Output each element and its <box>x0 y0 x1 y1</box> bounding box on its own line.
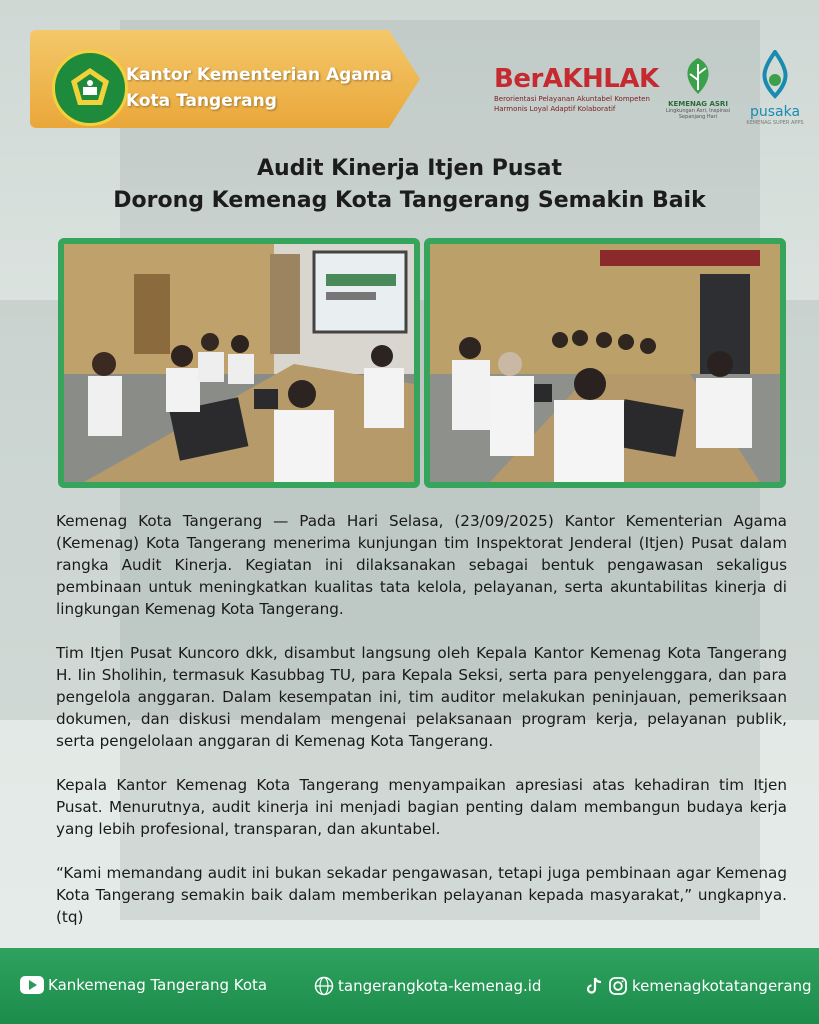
globe-icon <box>314 976 334 996</box>
footer-website[interactable] <box>314 976 541 996</box>
pusaka-drop-icon <box>758 50 792 100</box>
asri-tagline: Lingkungan Asri, Inspirasi Sepanjang Hari <box>665 108 731 120</box>
article-body <box>56 510 787 950</box>
meeting-photo-left-image <box>64 244 414 482</box>
kemenag-emblem-icon <box>67 65 113 111</box>
footer-social[interactable] <box>584 976 812 996</box>
pusaka-label: pusaka <box>749 104 801 120</box>
article-paragraph-4: “Kami memandang audit ini bukan sekadar pengawasan, tetapi juga pembinaan agar Kemenag Kota Tangerang semakin baik dalam memberikan pelayanan kepada masyarakat,” ungkapnya.(tq) <box>56 864 787 926</box>
office-title <box>126 62 392 114</box>
instagram-icon <box>608 976 628 996</box>
pusaka-logo <box>740 50 810 126</box>
office-title-line2: Kota Tangerang <box>126 91 277 111</box>
headline-line1: Audit Kinerja Itjen Pusat <box>257 156 562 181</box>
article-paragraph-3: Kepala Kantor Kemenag Kota Tangerang menyampaikan apresiasi atas kehadiran tim Itjen Pusat. Menurutnya, audit kinerja ini menjadi bagian penting dalam membangun budaya kerja yang lebih profesional, transparan, dan akuntabel. <box>56 776 787 838</box>
article-paragraph-1: Kemenag Kota Tangerang — Pada Hari Selasa, (23/09/2025) Kantor Kementerian Agama (Kemenag) Kota Tangerang menerima kunjungan tim Inspektorat Jenderal (Itjen) Pusat dalam rangka Audit Kinerja. Kegiatan ini dilaksanakan sebagai bentuk pengawasan sekaligus pembinaan untuk meningkatkan kualitas tata kelola, pelayanan, serta akuntabilitas kinerja di lingkungan Kemenag Kota Tangerang. <box>56 512 787 618</box>
website-url: tangerangkota-kemenag.id <box>338 977 542 995</box>
asri-label: KEMENAG ASRI <box>668 100 728 108</box>
berakhlak-wordmark: BerAKHLAK <box>494 64 659 94</box>
asri-leaf-icon <box>680 56 716 96</box>
pusaka-tagline: KEMENAG SUPER APPS <box>746 120 804 126</box>
meeting-photo-right-image <box>430 244 780 482</box>
social-handle: kemenagkotatangerang <box>632 977 812 995</box>
youtube-icon <box>20 976 44 994</box>
youtube-channel-name: Kankemenag Tangerang Kota <box>48 976 268 994</box>
headline-line2: Dorong Kemenag Kota Tangerang Semakin Baik <box>113 188 706 213</box>
kemenag-asri-logo <box>664 56 732 120</box>
footer-youtube[interactable] <box>20 976 267 994</box>
office-title-line1: Kantor Kementerian Agama <box>126 65 392 85</box>
berakhlak-logo <box>494 64 664 114</box>
meeting-photo-right <box>424 238 786 488</box>
kemenag-logo <box>52 50 128 126</box>
tiktok-icon <box>584 976 604 996</box>
berakhlak-tagline-1: Berorientasi Pelayanan Akuntabel Kompeten <box>494 95 650 103</box>
meeting-photo-left <box>58 238 420 488</box>
article-paragraph-2: Tim Itjen Pusat Kuncoro dkk, disambut langsung oleh Kepala Kantor Kemenag Kota Tangerang H. Iin Sholihin, termasuk Kasubbag TU, para Kepala Seksi, serta para penyelenggara, dan para pengelola anggaran. Dalam kesempatan ini, tim auditor melakukan peninjauan, pemeriksaan dokumen, dan diskusi mendalam mengenai pelaksanaan program kerja, pelayanan publik, serta pengelolaan anggaran di Kemenag Kota Tangerang. <box>56 644 787 750</box>
berakhlak-tagline-2: Harmonis Loyal Adaptif Kolaboratif <box>494 105 616 113</box>
